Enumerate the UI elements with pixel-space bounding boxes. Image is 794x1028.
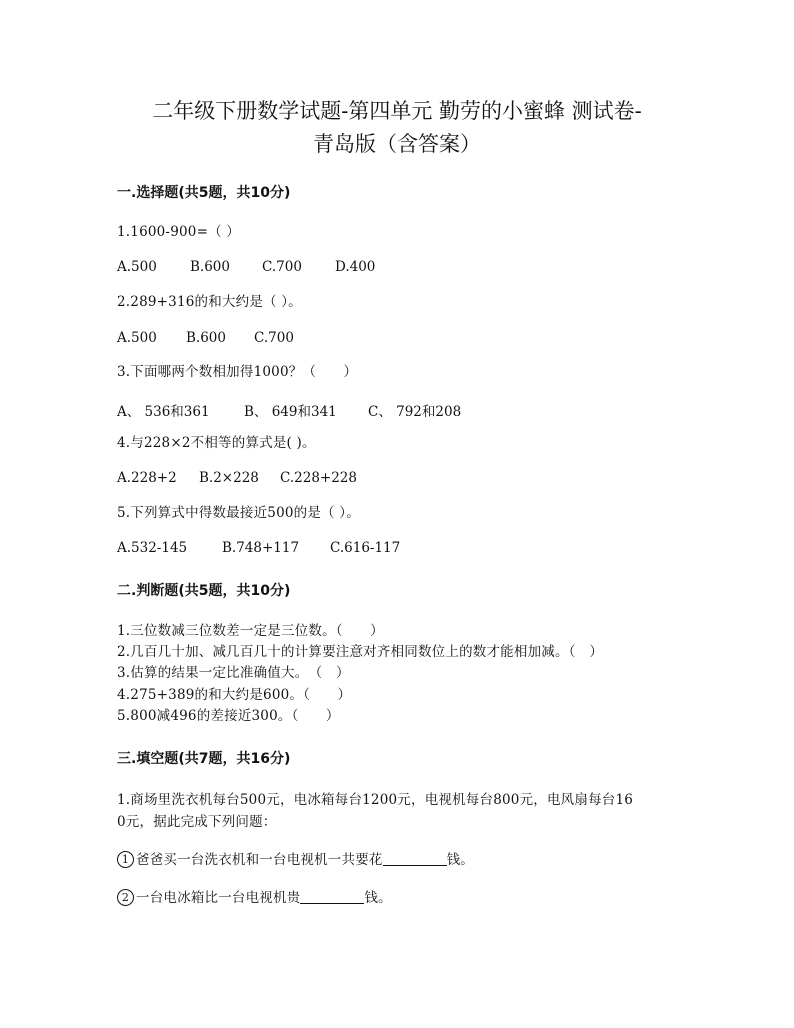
question-3: 3.下面哪两个数相加得1000？（ ） [117,364,358,380]
q2-option-b: B.600 [186,330,226,346]
q1-option-c: C.700 [262,259,302,275]
fill-sub-2-suffix: 钱。 [364,890,392,906]
section-2-heading: 二.判断题(共5题，共10分) [117,583,291,599]
question-5: 5.下列算式中得数最接近500的是（ ）。 [117,505,360,521]
fill-sub-1 [117,850,474,870]
fill-question-1-line-1: 1.商场里洗衣机每台500元，电冰箱每台1200元，电视机每台800元，电风扇每台16 [117,792,634,808]
q4-option-c: C.228+228 [280,470,357,486]
circled-number-1: 1 [117,851,134,868]
judge-item-2: 2.几百几十加、减几百几十的计算要注意对齐相同数位上的数才能相加减。（ ） [117,644,604,660]
judge-item-3: 3.估算的结果一定比准确值大。 （ ） [117,665,350,681]
fill-sub-2-text: 一台电冰箱比一台电视机贵 [136,890,301,906]
title-line-2: 青岛版（含答案） [313,132,481,156]
question-2: 2.289+316的和大约是（ ）。 [117,294,302,310]
q2-option-a: A.500 [117,330,157,346]
q1-option-a: A.500 [117,259,157,275]
q1-option-d: D.400 [335,259,376,275]
q5-option-b: B.748+117 [222,540,300,556]
question-1: 1.1600-900=（ ） [117,224,240,240]
q2-option-c: C.700 [254,330,294,346]
q3-option-c: C、 792和208 [368,404,462,420]
fill-question-1-line-2: 0元，据此完成下列问题： [117,814,277,830]
answer-blank-1[interactable] [383,852,447,866]
q3-option-b: B、 649和341 [244,404,337,420]
fill-sub-1-text: 爸爸买一台洗衣机和一台电视机一共要花 [136,852,383,868]
circled-number-2: 2 [117,889,134,906]
question-4: 4.与228×2不相等的算式是( )。 [117,435,316,451]
answer-blank-2[interactable] [300,890,364,904]
q4-option-a: A.228+2 [117,470,177,486]
section-1-heading: 一.选择题(共5题，共10分) [117,185,291,201]
q5-option-c: C.616-117 [330,540,401,556]
q1-option-b: B.600 [190,259,230,275]
judge-item-1: 1.三位数减三位数差一定是三位数。（ ） [117,623,384,639]
fill-sub-1-suffix: 钱。 [446,852,475,868]
section-3-heading: 三.填空题(共7题，共16分) [117,751,291,767]
fill-sub-2 [117,888,392,908]
q5-option-a: A.532-145 [117,540,188,556]
judge-item-4: 4.275+389的和大约是600。（ ） [117,687,352,703]
q3-option-a: A、 536和361 [117,404,210,420]
title-line-1: 二年级下册数学试题-第四单元 勤劳的小蜜蜂 测试卷- [152,99,642,123]
q4-option-b: B.2×228 [199,470,259,486]
judge-item-5: 5.800减496的差接近300。（ ） [117,708,340,724]
